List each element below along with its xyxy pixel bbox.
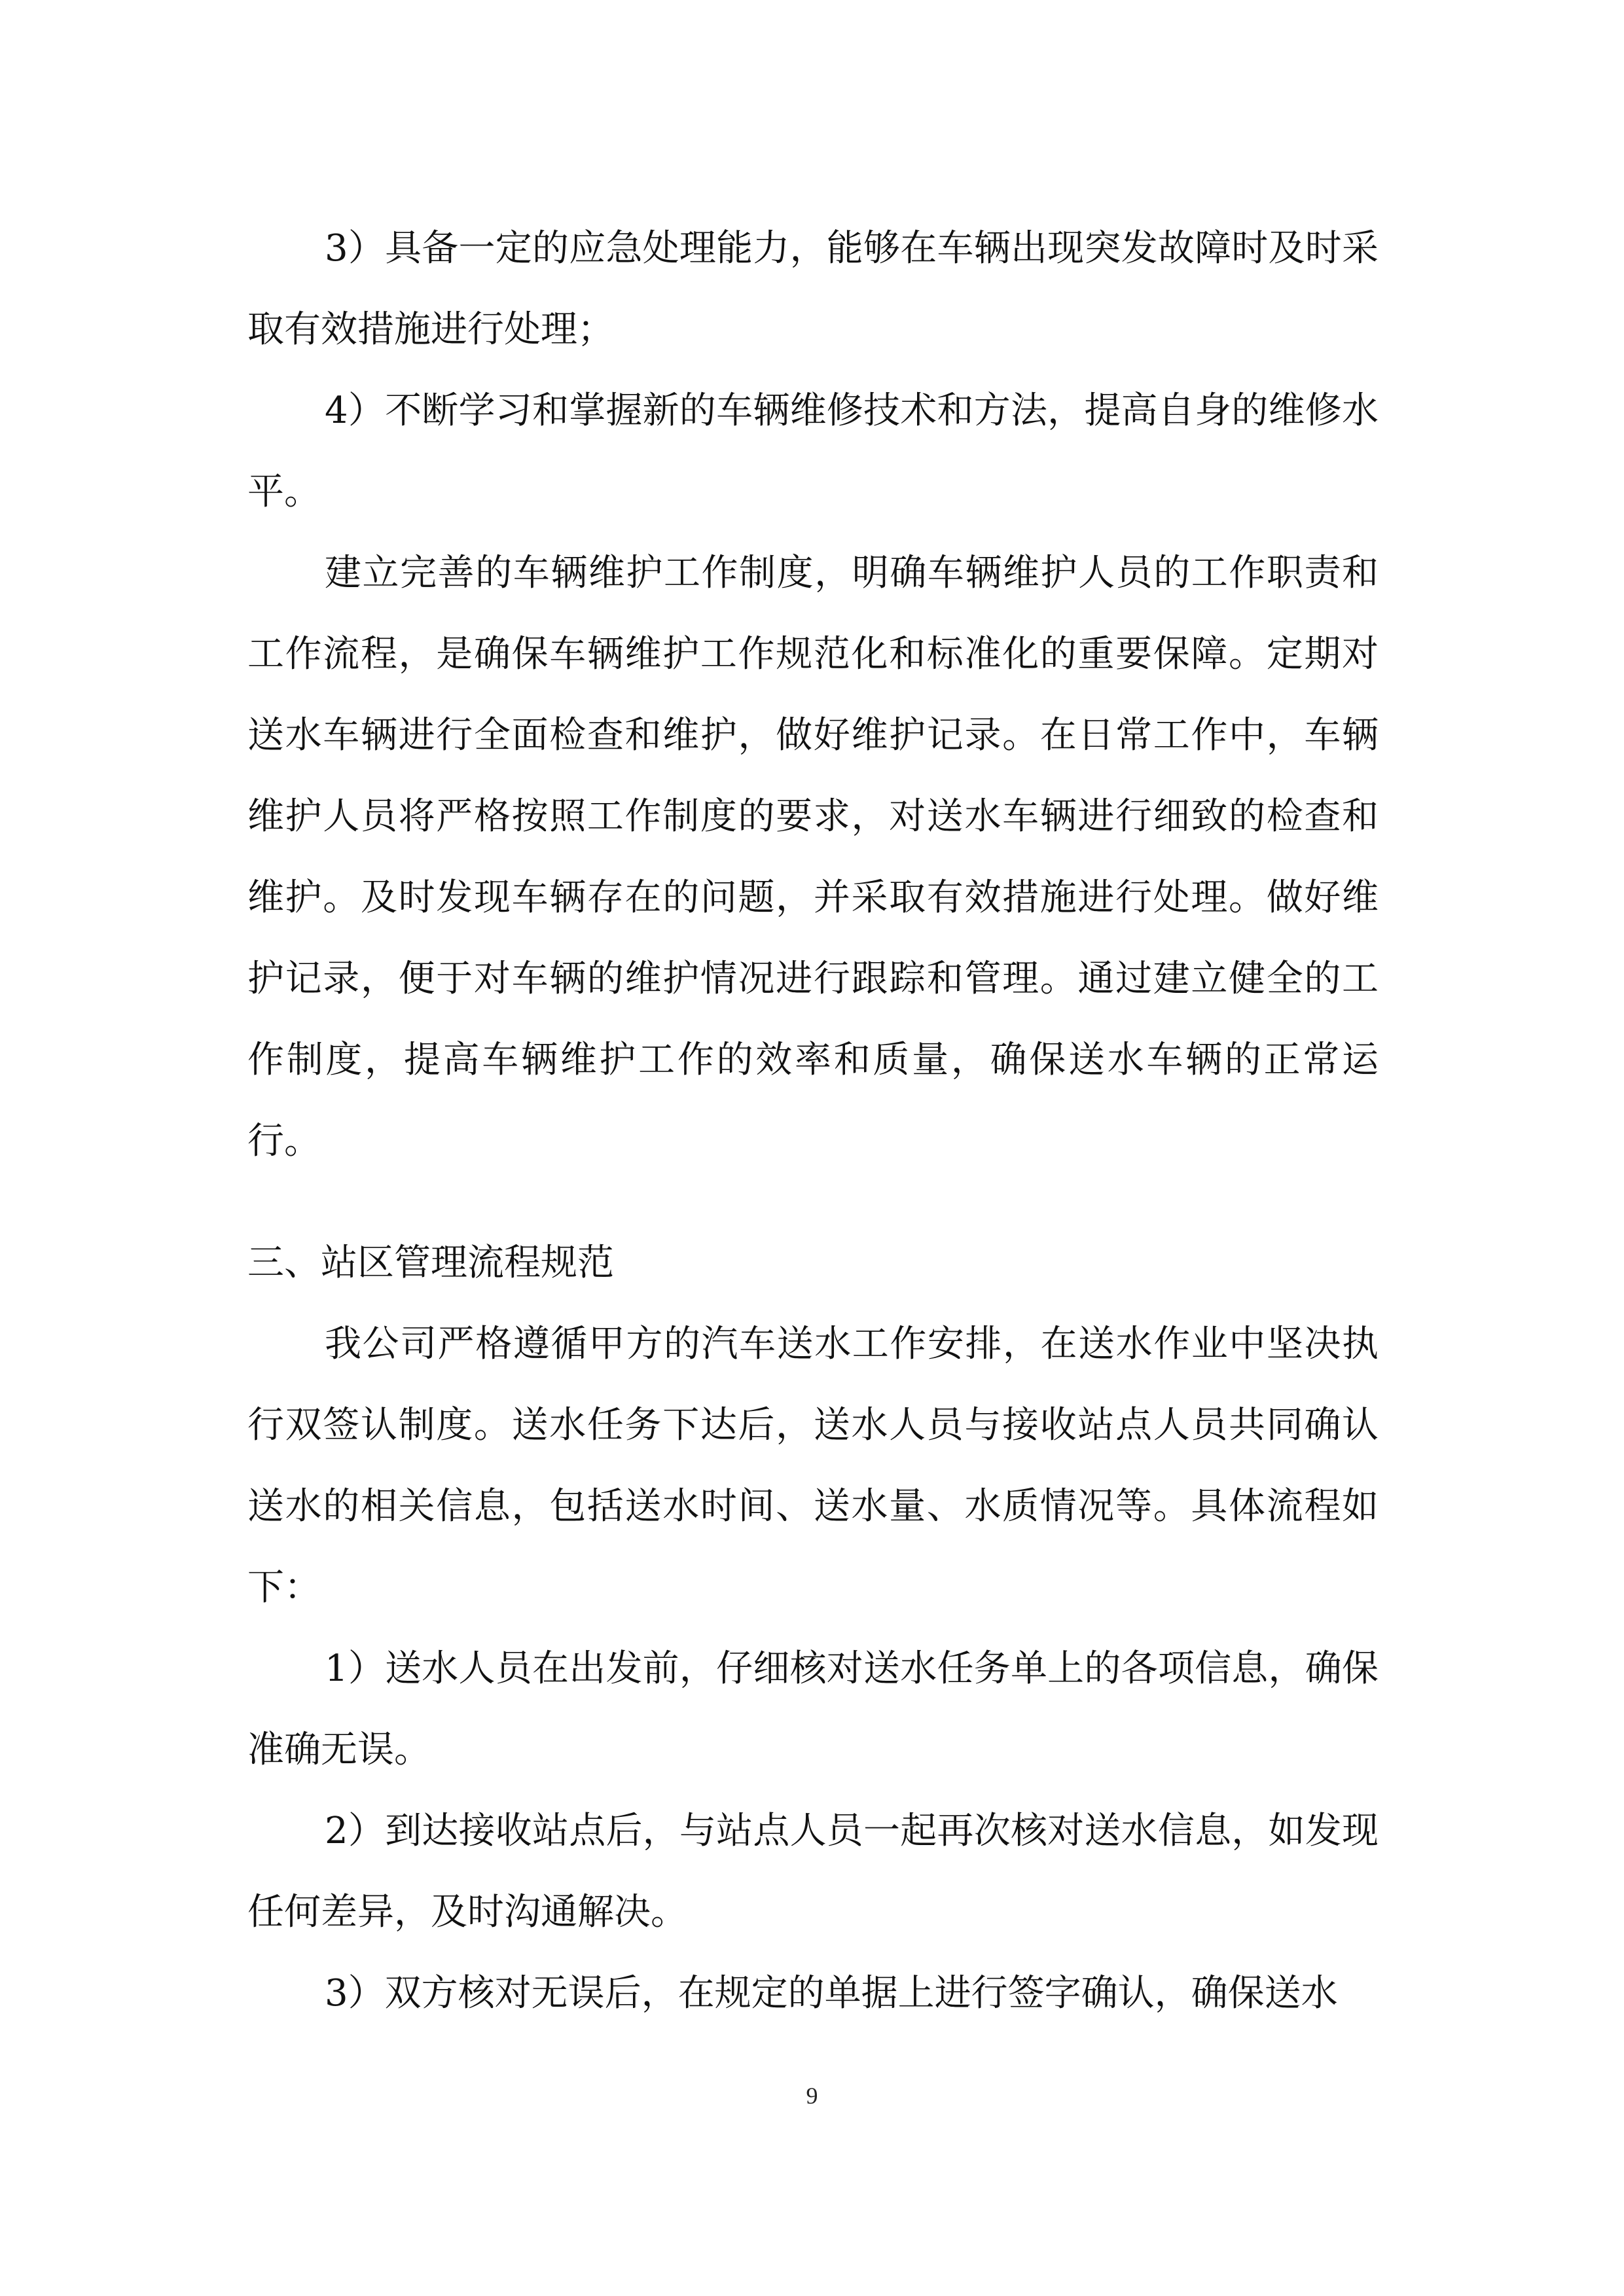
list-item-continuous-learning: 4）不断学习和掌握新的车辆维修技术和方法，提高自身的维修水平。 [247, 389, 1379, 513]
section-heading: 三、站区管理流程规范 [247, 1242, 614, 1284]
page-body [247, 208, 1379, 2034]
paragraph-maintenance-system: 建立完善的车辆维护工作制度，明确车辆维护人员的工作职责和工作流程，是确保车辆维护工作规范化和标准化的重要保障。定期对送水车辆进行全面检查和维护，做好维护记录。在日常工作中，车辆维护人员将严格按照工作制度的要求，对送水车辆进行细致的检查和维护。及时发现车辆存在的问题，并采取有效措施进行处理。做好维护记录，便于对车辆的维护情况进行跟踪和管理。通过建立健全的工作制度，提高车辆维护工作的效率和质量，确保送水车辆的正常运行。 [247, 552, 1379, 1162]
paragraph-double-signature: 我公司严格遵循甲方的汽车送水工作安排，在送水作业中坚决执行双签认制度。送水任务下达后，送水人员与接收站点人员共同确认送水的相关信息，包括送水时间、送水量、水质情况等。具体流程如下： [247, 1323, 1379, 1609]
list-item-pre-departure-check: 1）送水人员在出发前，仔细核对送水任务单上的各项信息，确保准确无误。 [247, 1647, 1379, 1771]
list-item-signature-confirmation: 3）双方核对无误后，在规定的单据上进行签字确认，确保送水 [325, 1972, 1338, 2015]
list-item-arrival-verification: 2）到达接收站点后，与站点人员一起再次核对送水信息，如发现任何差异，及时沟通解决。 [247, 1810, 1379, 1933]
list-item-emergency-handling: 3）具备一定的应急处理能力，能够在车辆出现突发故障时及时采取有效措施进行处理； [247, 227, 1379, 351]
page-number: 9 [806, 2083, 818, 2109]
